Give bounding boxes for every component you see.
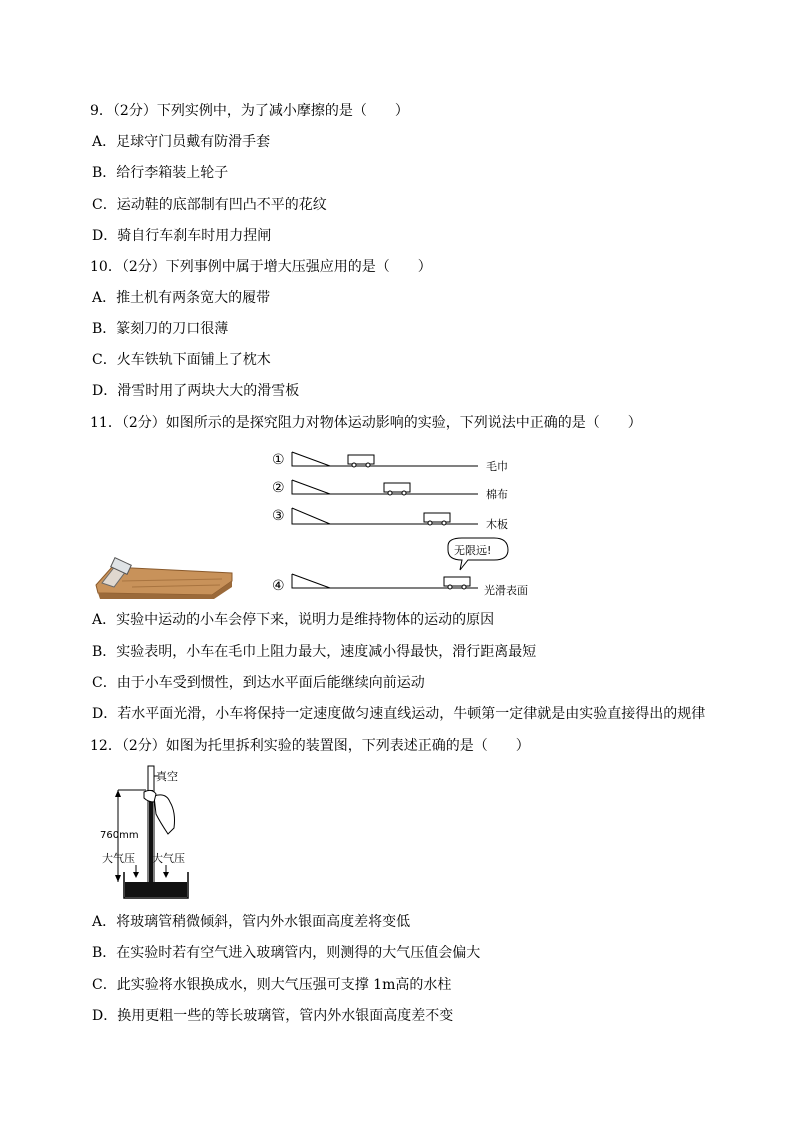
question-11-option-a: A．实验中运动的小车会停下来，说明力是维持物体的运动的原因: [92, 612, 495, 628]
question-10-option-c: C．火车铁轨下面铺上了枕木: [92, 352, 271, 368]
surface-label-towel: 毛巾: [486, 460, 508, 473]
question-10-option-a: A．推土机有两条宽大的履带: [92, 290, 271, 306]
question-11-stem: 11．（2分）如图所示的是探究阻力对物体运动影响的实验，下列说法中正确的是（ ）: [90, 415, 642, 431]
surface-label-wood: 木板: [486, 518, 508, 531]
question-11-option-c: C．由于小车受到惯性，到达水平面后能继续向前运动: [92, 675, 425, 691]
question-9-stem: 9．（2分）下列实例中，为了减小摩擦的是（ ）: [90, 103, 409, 119]
diagram-label-2: ②: [272, 480, 285, 496]
question-10-option-b: B．篆刻刀的刀口很薄: [92, 321, 229, 337]
vacuum-label: 真空: [156, 770, 178, 783]
torricelli-apparatus-diagram: [98, 762, 208, 902]
question-11-option-b: B．实验表明，小车在毛巾上阻力最大，速度减小得最快，滑行距离最短: [92, 644, 537, 660]
surface-label-cotton: 棉布: [486, 488, 508, 501]
question-12-option-c: C．此实验将水银换成水，则大气压强可支撑 1m高的水柱: [92, 977, 452, 993]
question-12-option-a: A．将玻璃管稍微倾斜，管内外水银面高度差将变低: [92, 914, 411, 930]
friction-experiment-diagram: [268, 446, 543, 606]
question-9-option-a: A．足球守门员戴有防滑手套: [92, 134, 271, 150]
pressure-label-left: 大气压: [102, 852, 135, 865]
question-12-option-b: B．在实验时若有空气进入玻璃管内，则测得的大气压值会偏大: [92, 945, 481, 961]
speech-bubble-text: 无限远!: [454, 544, 492, 557]
question-10-option-d: D．滑雪时用了两块大大的滑雪板: [92, 383, 300, 399]
ramp-photo-illustration: [92, 555, 237, 600]
question-11-option-d: D．若水平面光滑，小车将保持一定速度做匀速直线运动，牛顿第一定律就是由实验直接得出的规律: [92, 706, 706, 722]
height-label: 760mm: [100, 830, 139, 841]
question-12-option-d: D．换用更粗一些的等长玻璃管，管内外水银面高度差不变: [92, 1008, 454, 1024]
question-10-stem: 10．（2分）下列事例中属于增大压强应用的是（ ）: [90, 259, 432, 275]
diagram-label-1: ①: [272, 452, 285, 468]
diagram-label-3: ③: [272, 508, 285, 524]
pressure-label-right: 大气压: [152, 852, 185, 865]
question-9-option-d: D．骑自行车刹车时用力捏闸: [92, 228, 272, 244]
question-9-option-c: C．运动鞋的底部制有凹凸不平的花纹: [92, 197, 327, 213]
diagram-label-4: ④: [272, 578, 285, 594]
question-9-option-b: B．给行李箱装上轮子: [92, 165, 229, 181]
question-12-stem: 12．（2分）如图为托里拆利实验的装置图，下列表述正确的是（ ）: [90, 738, 530, 754]
surface-label-smooth: 光滑表面: [484, 584, 528, 597]
